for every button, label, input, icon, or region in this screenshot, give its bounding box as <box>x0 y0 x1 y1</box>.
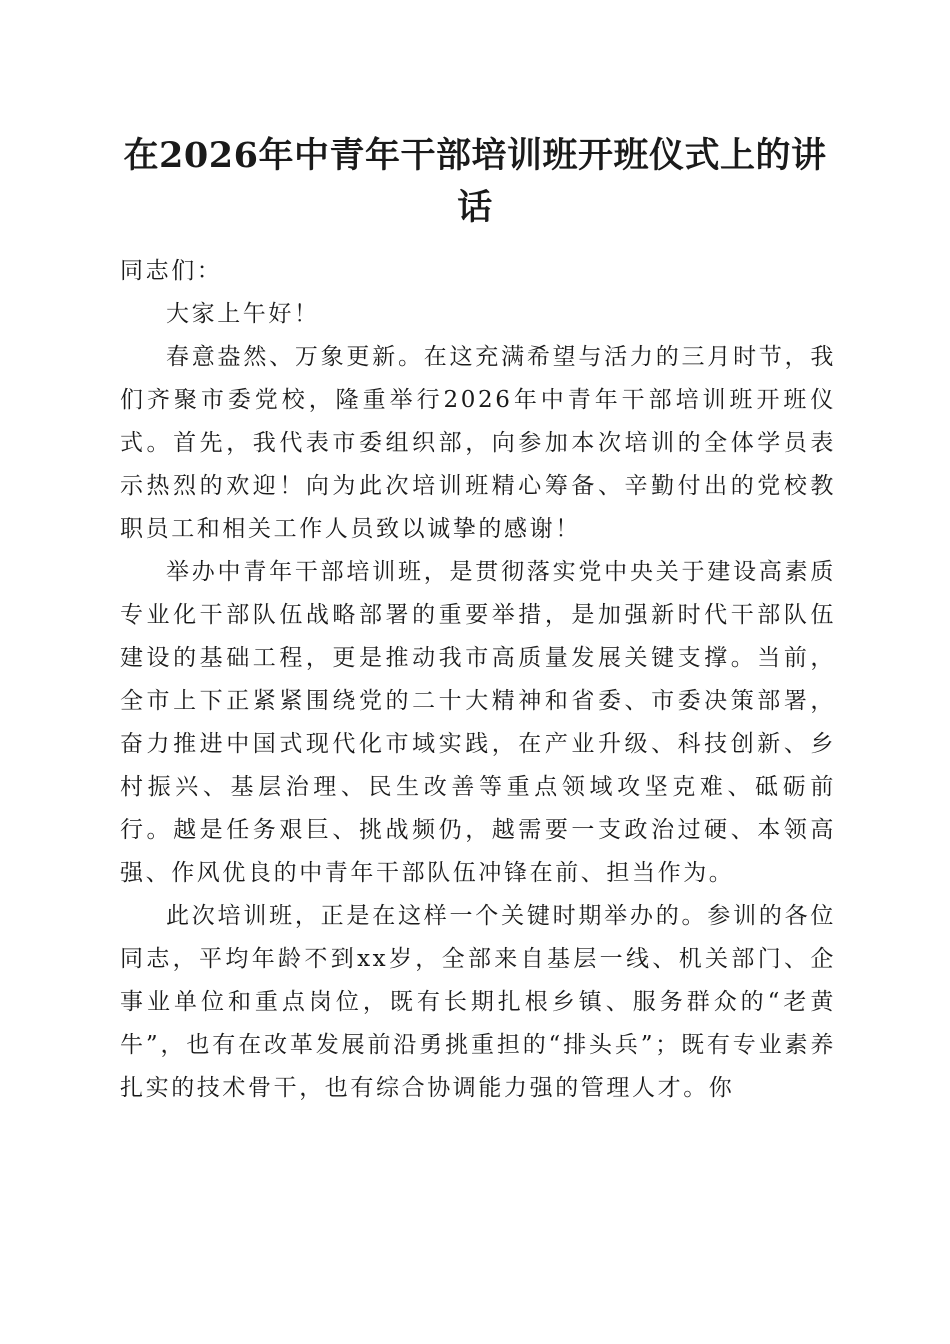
document-title: 在2026年中青年干部培训班开班仪式上的讲话 <box>123 135 827 228</box>
salutation: 同志们： <box>120 258 223 284</box>
paragraph-significance: 举办中青年干部培训班，是贯彻落实党中央关于建设高素质专业化干部队伍战略部署的重要举措，是加强新时代干部队伍建设的基础工程，更是推动我市高质量发展关键支撑。当前，全市上下正紧紧围绕党的二十大精神和省委、市委决策部署，奋力推进中国式现代化市域实践，在产业升级、科技创新、乡村振兴、基层治理、民生改善等重点领域攻坚克难、砥砺前行。越是任务艰巨、挑战频仍，越需要一支政治过硬、本领高强、作风优良的中青年干部队伍冲锋在前、担当作为。 <box>120 559 836 886</box>
document-body <box>120 250 836 1110</box>
paragraph-opening: 春意盎然、万象更新。在这充满希望与活力的三月时节，我们齐聚市委党校，隆重举行2026年中青年干部培训班开班仪式。首先，我代表市委组织部，向参加本次培训的全体学员表示热烈的欢迎！向为此次培训班精心筹备、辛勤付出的党校教职员工和相关工作人员致以诚挚的感谢！ <box>120 344 836 542</box>
paragraph-greeting: 大家上午好！ <box>166 301 320 327</box>
paragraph-participants: 此次培训班，正是在这样一个关键时期举办的。参训的各位同志，平均年龄不到xx岁，全部来自基层一线、机关部门、企事业单位和重点岗位，既有长期扎根乡镇、服务群众的“老黄牛”，也有在改革发展前沿勇挑重担的“排头兵”；既有专业素养扎实的技术骨干，也有综合协调能力强的管理人才。你 <box>120 903 836 1101</box>
